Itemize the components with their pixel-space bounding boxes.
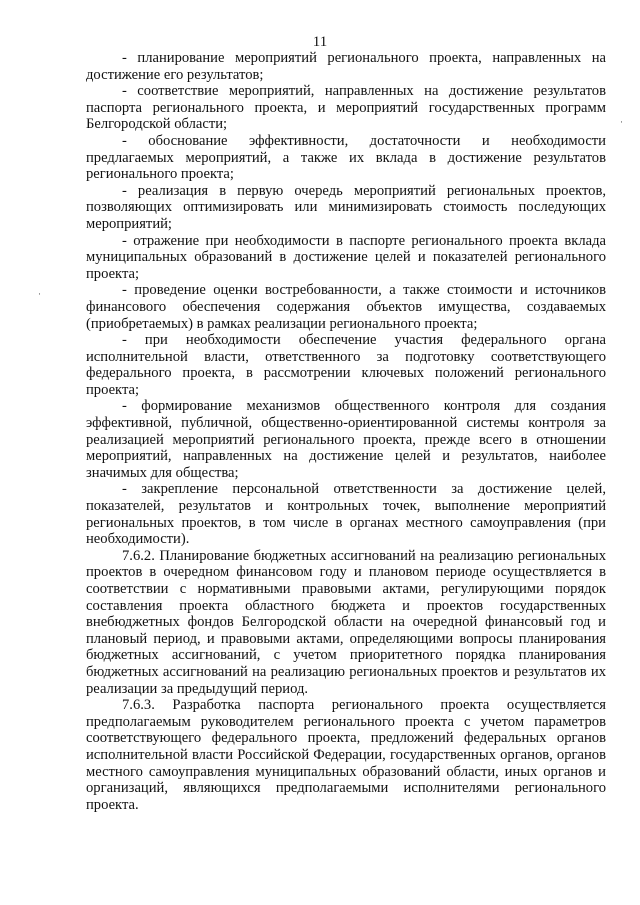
paragraph-4: - реализация в первую очередь мероприятий региональных проектов, позволяющих оптимизировать или минимизировать стоимость последующих мероприятий;: [86, 182, 606, 232]
document-body: [86, 50, 606, 813]
scan-mark-left: ·: [38, 289, 41, 299]
paragraph-5: - отражение при необходимости в паспорте регионального проекта вклада муниципальных образований в достижение целей и показателей регионального проекта;: [86, 232, 606, 282]
page-number: 11: [312, 34, 328, 50]
paragraph-3: - обоснование эффективности, достаточности и необходимости предлагаемых мероприятий, а также их вклада в достижение результатов регионального проекта;: [86, 132, 606, 183]
paragraph-9: - закрепление персональной ответственности за достижение целей, показателей, результатов и контрольных точек, выполнение мероприятий региональных проектов, в том числе в органах местного самоуправления (при необходимости).: [86, 481, 606, 548]
paragraph-2: - соответствие мероприятий, направленных на достижение результатов паспорта регионального проекта, и мероприятий государственных программ Белгородской области;: [86, 83, 606, 133]
paragraph-10: 7.6.2. Планирование бюджетных ассигнований на реализацию региональных проектов в очередном финансовом году и плановом периоде осуществляется в соответствии с нормативными правовыми актами, регулирующими порядок составления проекта областного бюджета и проектов государственных внебюджетных фондов Белгородской области на очередной финансовый год и плановый период, и правовыми актами, определяющими вопросы планирования бюджетных ассигнований, с учетом приоритетного порядка планирования бюджетных ассигнований на реализацию региональных проектов и результатов их реализации за предыдущий период.: [86, 547, 606, 697]
scan-mark-right: ·: [620, 117, 623, 127]
paragraph-8: - формирование механизмов общественного контроля для создания эффективной, публичной, общественно-ориентированной системы контроля за реализацией мероприятий регионального проекта, прежде всего в отношении мероприятий, направленных на достижение целей и результатов, наиболее значимых для общества;: [86, 398, 606, 481]
paragraph-6: - проведение оценки востребованности, а также стоимости и источников финансового обеспечения содержания объектов имущества, создаваемых (приобретаемых) в рамках реализации регионального проекта;: [86, 282, 606, 332]
paragraph-11: 7.6.3. Разработка паспорта регионального проекта осуществляется предполагаемым руководителем регионального проекта с учетом параметров соответствующего федерального проекта, предложений федеральных органов исполнительной власти Российской Федерации, государственных органов, органов местного самоуправления муниципальных образований области, иных органов и организаций, являющихся предполагаемыми исполнителями регионального проекта.: [86, 697, 606, 813]
paragraph-7: - при необходимости обеспечение участия федерального органа исполнительной власти, ответственного за подготовку соответствующего федерального проекта, в рассмотрении ключевых положений регионального проекта;: [86, 332, 606, 398]
paragraph-1: - планирование мероприятий регионального проекта, направленных на достижение его результатов;: [86, 50, 606, 83]
